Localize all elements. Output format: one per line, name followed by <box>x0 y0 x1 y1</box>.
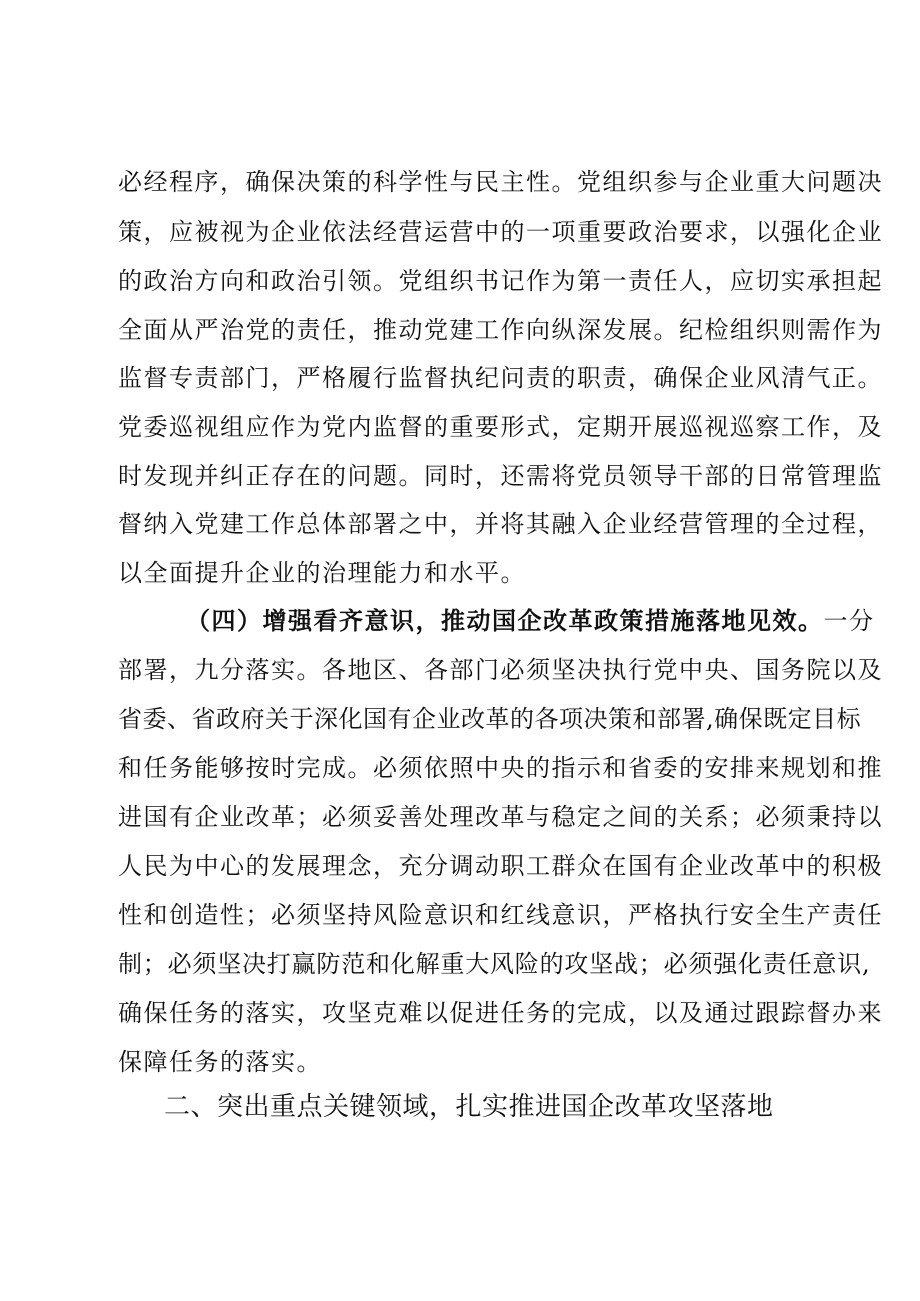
paragraph-2-line-1: 部署，九分落实。各地区、各部门必须坚决执行党中央、国务院以及 <box>118 656 883 684</box>
paragraph-1-line-1: 必经程序，确保决策的科学性与民主性。党组织参与企业重大问题决 <box>118 168 883 196</box>
paragraph-2-lead-line <box>186 606 875 636</box>
paragraph-1-line-3: 的政治方向和政治引领。党组织书记作为第一责任人，应切实承担起 <box>118 267 883 295</box>
paragraph-2-line-3: 和任务能够按时完成。必须依照中央的指示和省委的安排来规划和推 <box>118 754 883 782</box>
paragraph-1-line-7: 时发现并纠正存在的问题。同时，还需将党员领导干部的日常管理监 <box>118 462 883 490</box>
paragraph-2-line-9: 保障任务的落实。 <box>118 1048 322 1076</box>
paragraph-1-line-8: 督纳入党建工作总体部署之中，并将其融入企业经营管理的全过程， <box>118 510 883 538</box>
paragraph-2-line-5: 人民为中心的发展理念，充分调动职工群众在国有企业改革中的积极 <box>118 852 883 880</box>
paragraph-2-line-2: 省委、省政府关于深化国有企业改革的各项决策和部署,确保既定目标 <box>118 705 862 733</box>
paragraph-2-lead-heading: （四）增强看齐意识，推动国企改革政策措施落地见效。 <box>186 606 824 635</box>
paragraph-2-line-8: 确保任务的落实，攻坚克难以促进任务的完成，以及通过跟踪督办来 <box>118 999 883 1027</box>
paragraph-2-lead-rest: 一分 <box>823 607 875 635</box>
paragraph-1-line-5: 监督专责部门，严格履行监督执纪问责的职责，确保企业风清气正。 <box>118 364 883 392</box>
section-heading: 二、突出重点关键领域，扎实推进国企改革攻坚落地 <box>164 1092 774 1122</box>
paragraph-2-line-7: 制；必须坚决打赢防范和化解重大风险的攻坚战；必须强化责任意识, <box>118 950 871 978</box>
paragraph-1-line-9: 以全面提升企业的治理能力和水平。 <box>118 559 526 587</box>
paragraph-1-line-6: 党委巡视组应作为党内监督的重要形式，定期开展巡视巡察工作，及 <box>118 413 883 441</box>
paragraph-2-line-4: 进国有企业改革；必须妥善处理改革与稳定之间的关系；必须秉持以 <box>118 803 883 831</box>
paragraph-1-line-4: 全面从严治党的责任，推动党建工作向纵深发展。纪检组织则需作为 <box>118 316 883 344</box>
paragraph-1-line-2: 策，应被视为企业依法经营运营中的一项重要政治要求，以强化企业 <box>118 218 883 246</box>
paragraph-2-line-6: 性和创造性；必须坚持风险意识和红线意识，严格执行安全生产责任 <box>118 901 883 929</box>
